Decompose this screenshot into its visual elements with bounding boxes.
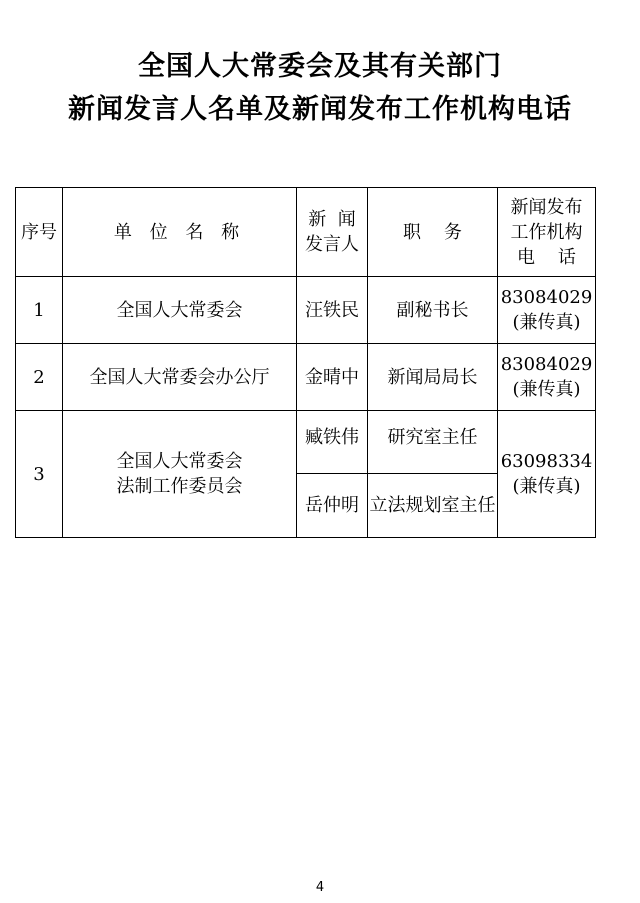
row-seq: 3 <box>16 411 63 538</box>
header-spokesperson <box>297 188 368 277</box>
row-unit: 全国人大常委会 <box>63 277 297 344</box>
row-phone <box>498 411 596 538</box>
row-spokesperson: 岳仲明 <box>297 474 368 538</box>
header-phone-line2: 工作机构 <box>510 221 583 243</box>
header-unit: 单 位 名 称 <box>63 188 297 277</box>
header-position: 职 务 <box>368 188 498 277</box>
phone-number: 83084029 <box>500 354 593 375</box>
header-phone-line1: 新闻发布 <box>510 196 583 218</box>
row-seq: 2 <box>16 344 63 411</box>
row-position: 立法规划室主任 <box>368 474 498 538</box>
row-unit <box>63 411 297 538</box>
spokesperson-table <box>15 187 596 538</box>
header-phone-line3: 电 话 <box>517 246 576 268</box>
row-spokesperson: 汪铁民 <box>297 277 368 344</box>
phone-number: 83084029 <box>500 287 593 308</box>
row-position: 新闻局局长 <box>368 344 498 411</box>
document-title-line2: 新闻发言人名单及新闻发布工作机构电话 <box>68 94 572 125</box>
row-unit-line2: 法制工作委员会 <box>116 476 243 497</box>
row-position: 研究室主任 <box>368 411 498 474</box>
phone-note: (兼传真) <box>512 312 581 333</box>
phone-note: (兼传真) <box>512 379 581 400</box>
table-row <box>16 277 596 344</box>
phone-note: (兼传真) <box>512 476 581 497</box>
document-title-line1: 全国人大常委会及其有关部门 <box>138 51 502 82</box>
row-spokesperson: 臧铁伟 <box>297 411 368 474</box>
row-position: 副秘书长 <box>368 277 498 344</box>
page-number: 4 <box>315 880 325 895</box>
phone-number: 63098334 <box>500 451 593 472</box>
header-spokesperson-line1: 新 闻 <box>308 209 356 230</box>
row-spokesperson: 金晴中 <box>297 344 368 411</box>
header-phone <box>498 188 596 277</box>
table-row <box>16 411 596 474</box>
row-unit-line1: 全国人大常委会 <box>116 451 243 472</box>
row-phone <box>498 277 596 344</box>
table-header-row <box>16 188 596 277</box>
row-seq: 1 <box>16 277 63 344</box>
table-row <box>16 344 596 411</box>
header-spokesperson-line2: 发言人 <box>305 234 359 255</box>
row-phone <box>498 344 596 411</box>
header-seq: 序号 <box>16 188 63 277</box>
row-unit: 全国人大常委会办公厅 <box>63 344 297 411</box>
